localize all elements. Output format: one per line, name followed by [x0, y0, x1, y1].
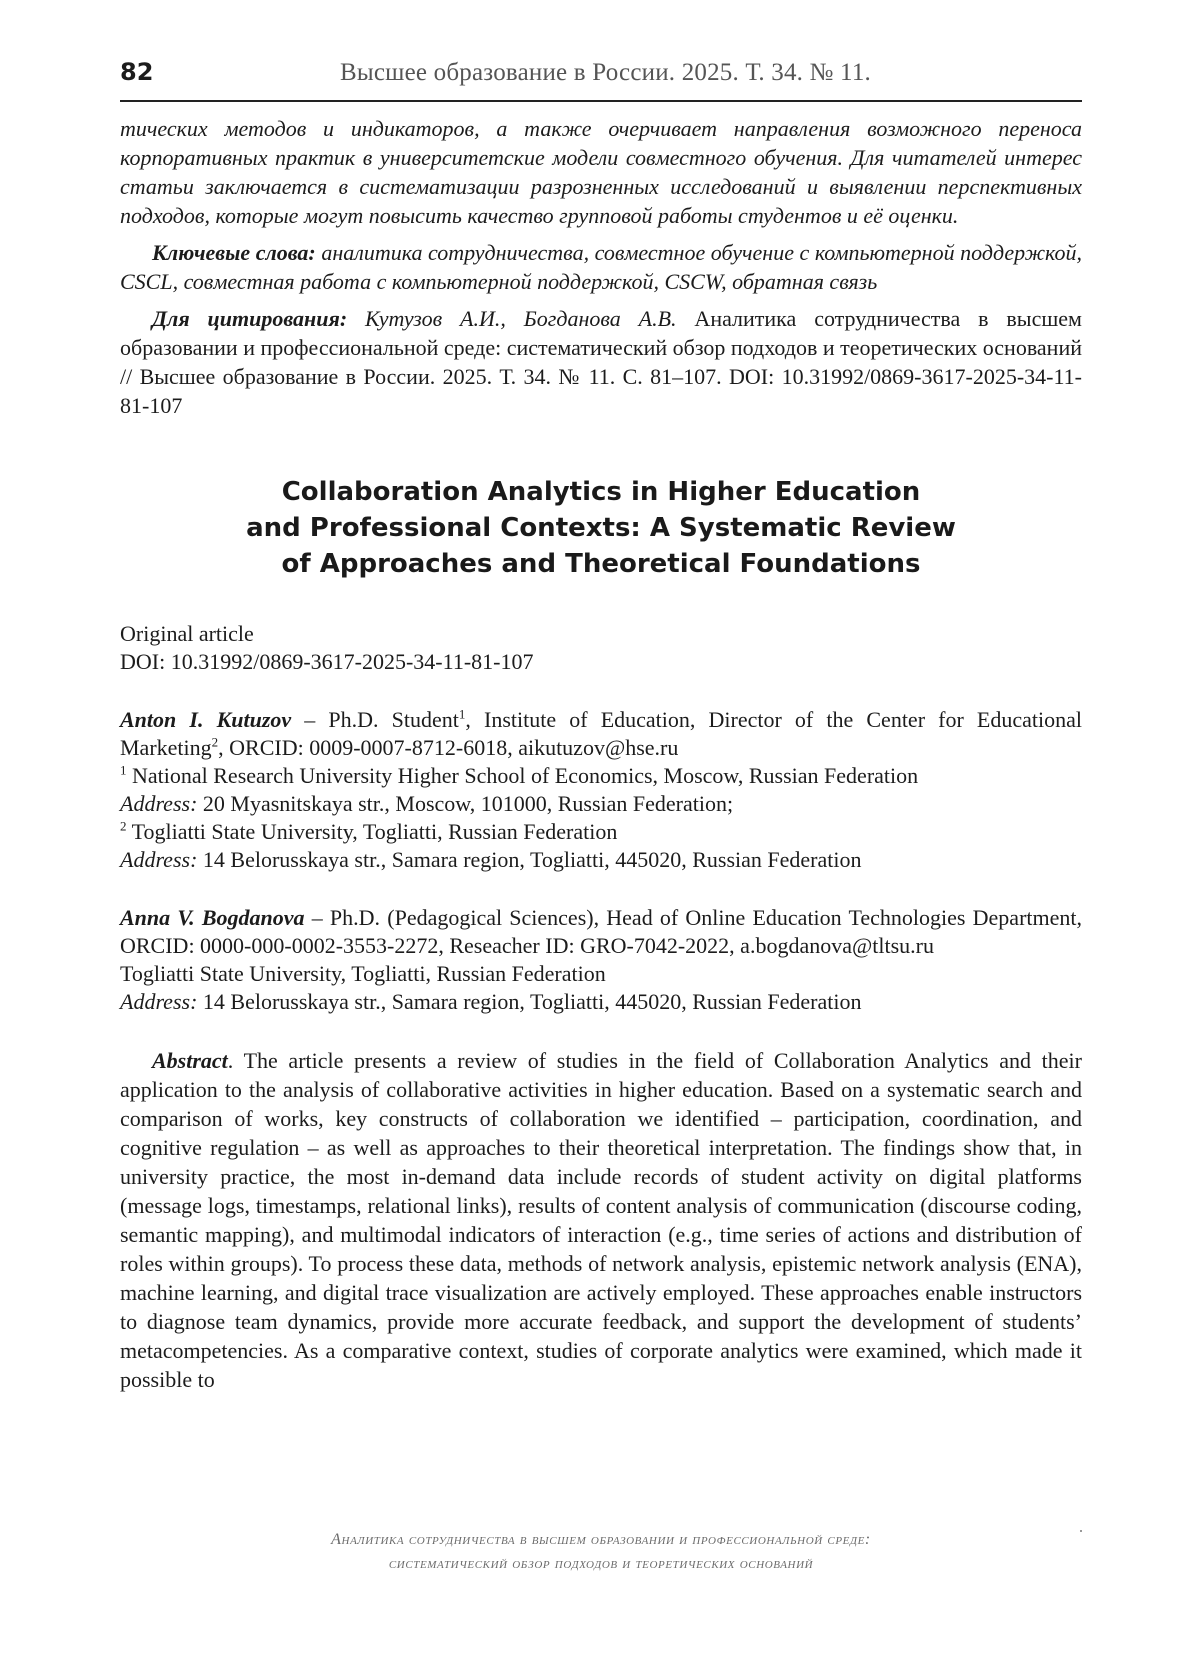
article-doi: DOI: 10.31992/0869-3617-2025-34-11-81-107 [120, 649, 534, 674]
author-2 [120, 904, 1082, 1016]
citation-label: Для цитирования: [152, 306, 348, 331]
address-1-text: 20 Myasnitskaya str., Moscow, 101000, Russian Federation; [197, 791, 734, 816]
article-title [120, 474, 1082, 582]
decorative-dot [1080, 1530, 1082, 1532]
keywords-label: Ключевые слова: [152, 240, 316, 265]
author-2-role: – Ph.D. (Pedagogical Sciences), Head of Online Education Technologies Department, ORCID: 0000-000-0002-3553-2272, Reseacher ID: GRO-7042-2022, a.bogdanova@tltsu.ru [120, 905, 1082, 958]
footer-line-2: систематический обзор подходов и теоретических оснований [388, 1555, 814, 1572]
author-1 [120, 706, 1082, 874]
abstract-text: . The article presents a review of studies in the field of Collaboration Analytics and their application to the analysis of collaborative activities in higher education. Based on a systematic search and comparison of works, key constructs of collaboration we identified – participation, coordination, and cognitive regulation – as well as approaches to their theoretical interpretation. The findings show that, in university practice, the most in-demand data include records of student activity on digital platforms (message logs, timestamps, relational links), results of content analysis of communication (discourse coding, semantic mapping), and multimodal indicators of interaction (e.g., time series of actions and distribution of roles within groups). To process these data, methods of network analysis, epistemic network analysis (ENA), machine learning, and digital trace visualization are actively employed. These approaches enable instructors to diagnose team dynamics, provide more accurate feedback, and support the development of students’ metacompetencies. As a comparative context, studies of corporate analytics were examined, which made it possible to [120, 1048, 1082, 1392]
title-line-2: and Professional Contexts: A Systematic Review [246, 513, 956, 543]
author-1-sup-2: 2 [211, 734, 219, 750]
author-1-info [120, 706, 1082, 762]
abstract-paragraph [120, 1046, 1082, 1394]
author-1-role-c: , ORCID: 0009-0007-8712-6018, aikutuzov@hse.ru [218, 735, 679, 760]
author-1-address-2 [120, 846, 1082, 874]
author-2-address-label: Address: [120, 989, 198, 1014]
abstract-label: Abstract [152, 1048, 228, 1073]
address-2-text: 14 Belorusskaya str., Samara region, Togliatti, 445020, Russian Federation [197, 847, 862, 872]
journal-citation-header: Высшее образование в России. 2025. Т. 34. № 11. [340, 59, 871, 86]
affiliation-1-mark: 1 [120, 762, 127, 778]
annotation-continuation: тических методов и индикаторов, а также очерчивает направления возможного переноса корпоративных практик в университетские модели совместного обучения. Для читателей интерес статьи заключается в систематизации разрозненных исследований и выявлении перспективных подходов, которые могут повысить качество групповой работы студентов и её оценки. [120, 116, 1082, 228]
affiliation-2-mark: 2 [120, 818, 127, 834]
title-line-1: Collaboration Analytics in Higher Education [281, 477, 921, 507]
author-1-affiliation-1 [120, 762, 1082, 790]
article-type: Original article [120, 621, 254, 646]
keywords-text: аналитика сотрудничества, совместное обучение с компьютерной поддержкой, CSCL, совместная работа с компьютерной поддержкой, CSCW, обратная связь [120, 240, 1082, 294]
author-2-info [120, 904, 1082, 960]
author-2-address-text: 14 Belorusskaya str., Samara region, Togliatti, 445020, Russian Federation [197, 989, 862, 1014]
author-1-sup-1: 1 [458, 706, 466, 722]
title-line-3: of Approaches and Theoretical Foundations [281, 549, 921, 579]
citation-text: Аналитика сотрудничества в высшем образовании и профессиональной среде: систематический обзор подходов и теоретических оснований // Высшее образование в России. 2025. Т. 34. № 11. С. 81–107. DOI: 10.31992/0869-3617-2025-34-11-81-107 [120, 306, 1083, 418]
author-1-role-b: , Institute of Education, Director of the Center for Educational Marketing [120, 707, 1082, 760]
author-1-affiliation-2 [120, 818, 1082, 846]
affiliation-1-text: National Research University Higher School of Economics, Moscow, Russian Federation [126, 763, 919, 788]
author-2-affiliation: Togliatti State University, Togliatti, Russian Federation [120, 961, 606, 986]
running-footer [120, 1528, 1082, 1576]
citation-authors: Кутузов А.И., Богданова А.В. [347, 306, 677, 331]
citation-paragraph [120, 304, 1082, 420]
author-2-name: Anna V. Bogdanova [120, 905, 305, 930]
article-meta [120, 620, 1082, 676]
address-2-label: Address: [120, 847, 198, 872]
author-1-name: Anton I. Kutuzov [120, 707, 292, 732]
author-2-address [120, 988, 1082, 1016]
footer-line-1: Аналитика сотрудничества в высшем образовании и профессиональной среде: [331, 1531, 871, 1548]
page [120, 58, 1082, 1394]
affiliation-2-text: Togliatti State University, Togliatti, Russian Federation [126, 819, 618, 844]
address-1-label: Address: [120, 791, 198, 816]
author-1-role-a: – Ph.D. Student [291, 707, 459, 732]
author-1-address-1 [120, 790, 1082, 818]
page-number: 82 [120, 58, 154, 86]
keywords-paragraph [120, 238, 1082, 296]
running-head [120, 58, 1082, 102]
